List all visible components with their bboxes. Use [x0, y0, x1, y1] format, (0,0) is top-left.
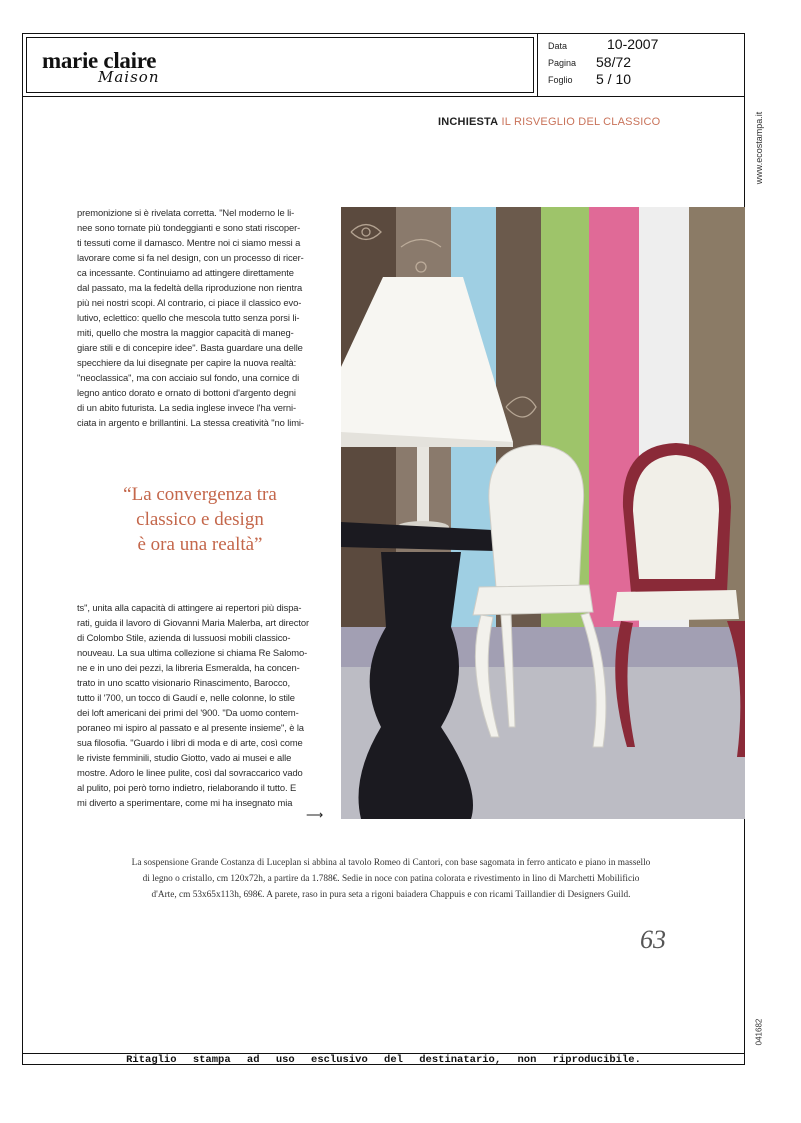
logo-subtitle: Maison	[98, 68, 160, 86]
interior-photo	[341, 207, 745, 819]
text-line: al pulito, poi però torno indietro, rielaborando il tutto. E	[77, 782, 297, 793]
text-line: mi diverto a sperimentare, come mi ha insegnato mia	[77, 797, 293, 808]
text-line: poraneo mi ispiro al passato e al presente insieme", è la	[77, 722, 304, 733]
quote-line: “La convergenza tra	[123, 484, 277, 505]
text-line: giare stili e di concepire idee". Basta guardare una delle	[77, 342, 303, 353]
text-line: specchiere da lui disegnate per capire la nuova realtà:	[77, 357, 297, 368]
text-line: "neoclassica", ma con acciaio sul fondo, una cornice di	[77, 372, 300, 383]
text-line: di un abito futurista. La sedia inglese invece l'ha verni-	[77, 402, 297, 413]
text-line: premonizione si è rivelata corretta. "Nel moderno le li-	[77, 207, 295, 218]
caption-line: d'Arte, cm 53x65x113h, 698€. A parete, raso in pura seta a rigoni baiadera Chappuis e con ricami Taillandier di Designers Guild.	[151, 890, 631, 900]
data-value: 10-2007	[607, 36, 659, 52]
text-line: più nei nostri scopi. Al contrario, ci piace il classico evo-	[77, 297, 302, 308]
text-line: sua filosofia. "Guardo i libri di moda e di arte, così come	[77, 737, 303, 748]
text-line: dei loft americani dei primi del '900. "Da uomo contem-	[77, 707, 299, 718]
section-header	[438, 116, 660, 128]
text-line: rati, guida il lavoro di Giovanni Maria Malerba, art director	[77, 617, 310, 628]
text-line: le riviste femminili, studio Giotto, vado ai musei e alle	[77, 752, 292, 763]
foglio-label: Foglio	[548, 75, 573, 85]
footer-notice: Ritaglio stampa ad uso esclusivo del destinatario, non riproducibile.	[126, 1054, 641, 1066]
text-line: nee sono tornate più tondeggianti e sono stati riscoper-	[77, 222, 301, 233]
quote-line: classico e design	[136, 509, 264, 530]
caption-line: La sospensione Grande Costanza di Luceplan si abbina al tavolo Romeo di Cantori, con base sagomata in ferro anticato e piano in massello	[131, 858, 651, 868]
text-line: miti, quello che mostra la maggior capacità di maneg-	[77, 327, 294, 338]
article-column-top	[77, 205, 339, 430]
photo-caption	[46, 855, 736, 903]
text-line: legno antico dorato e ornato di bottoni d'argento degni	[77, 387, 296, 398]
text-line: dal passato, ma la fedeltà della riproduzione non rientra	[77, 282, 303, 293]
caption-line: di legno o cristallo, cm 120x72h, a partire da 1.788€. Sedie in noce con patina colorata e rivestimento in lino di Marchetti Mobilificio	[142, 874, 640, 884]
continue-arrow-icon: ⟶	[306, 808, 324, 822]
quote-line: è ora una realtà”	[137, 534, 263, 555]
text-line: lutivo, eclettico: quello che mescola tutto senza porsi li-	[77, 312, 300, 323]
foglio-value: 5 / 10	[596, 71, 632, 87]
page-number: 63	[640, 925, 666, 954]
text-line: nouveau. La sua ultima collezione si chiama Re Salomo-	[77, 647, 308, 658]
text-line: ca incessante. Continuiamo ad attingere direttamente	[77, 267, 294, 278]
data-label: Data	[548, 41, 568, 51]
text-line: mostre. Adoro le linee pulite, così dal sovraccarico vado	[77, 767, 303, 778]
pull-quote	[90, 482, 310, 557]
text-line: ne e in uno dei pezzi, la libreria Esmeralda, ha concen-	[77, 662, 300, 673]
text-line: ts", unita alla capacità di attingere ai repertori più dispa-	[77, 602, 302, 613]
article-column-bottom	[77, 600, 339, 810]
section-title-bold: INCHIESTA	[438, 116, 499, 128]
pagina-label: Pagina	[548, 58, 577, 68]
pagina-value: 58/72	[596, 54, 632, 70]
text-line: trato in uno scatto visionario Rinascimento, Barocco,	[77, 677, 291, 688]
logo-title: marie claire	[42, 48, 157, 73]
text-line: ciata in argento e brillantini. La stessa creatività "no limi-	[77, 417, 304, 428]
side-url: www.ecostampa.it	[754, 111, 764, 185]
text-line: di Colombo Stile, azienda di lussuosi mobili classico-	[77, 632, 291, 643]
text-line: lavorare come si fa nel design, con un processo di ricer-	[77, 252, 304, 263]
text-line: ti tessuti come il damasco. Mentre noi ci siamo messi a	[77, 237, 301, 248]
text-line: tutto il '700, un tocco di Gaudí e, nelle colonne, lo stile	[77, 692, 295, 703]
section-title-light: IL RISVEGLIO DEL CLASSICO	[501, 116, 661, 128]
side-code: 041682	[754, 1018, 764, 1046]
